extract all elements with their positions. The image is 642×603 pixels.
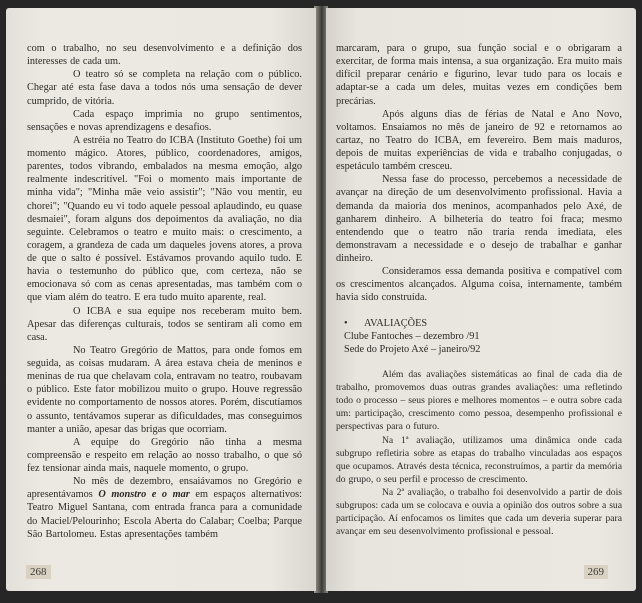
paragraph: O ICBA e sua equipe nos receberam muito bem. Apesar das diferenças culturais, todos se sentiram ali como em casa. — [27, 305, 302, 343]
left-page-text — [27, 42, 302, 541]
paragraph: No Teatro Gregório de Mattos, para onde fomos em seguida, as coisas mudaram. A área estava cheia de meninos e meninas de rua que chelavam cola, entravam no teatro, roubavam o público. Este fator mobilizou muito o grupo. Houve regressão evidente no comportamento de nossos atores. Porém, discutíamos o assunto, tentávamos superar as dificuldades, mas conseguimos manter a união, apesar das brigas que ocorriam. — [27, 344, 302, 435]
evaluation-location: Clube Fantoches – dezembro /91 — [344, 330, 480, 342]
evaluation-location: Sede do Projeto Axé – janeiro/92 — [344, 343, 481, 355]
paragraph-text: No mês de dezembro, ensaiávamos no Gregório e apresentávamos — [27, 476, 302, 501]
paragraph: marcaram, para o grupo, sua função social e o obrigaram a exercitar, de forma mais intensa, a sua organização. Era muito mais difícil preparar cenário e figurino, levar tudo para os locais e adaptar-se a cada um deles, muitas vezes em condições bem precárias. — [336, 43, 622, 107]
right-page — [326, 8, 636, 591]
paragraph: A estréia no Teatro do ICBA (Instituto Goethe) foi um momento mágico. Atores, público, coordenadores, amigos, parentes, todos vibrando, embalados na mesma emoção, algo realmente indescritível. "Foi o momento mais importante de minha vida"; "Minha mãe veio assistir"; "Não vou mentir, eu chorei"; "Quando eu vi todo aquele pessoal aplaudindo, eu quase desmaiei", foram alguns dos depoimentos da avaliação, no dia seguinte. Celebramos o teatro e muito mais: o crescimento, a coragem, a grandeza de cada um daqueles jovens atores, a prova de que o salto é possível. Estávamos provando aquilo tudo. E havia o testemunho do público que, com certeza, não se emocionava só com as cenas apresentadas, mas também com o que viam além do teatro. E era tudo muito aparente, real. — [27, 134, 302, 304]
paragraph: Cada espaço imprimia no grupo sentimentos, sensações e novas aprendizagens e desafios. — [27, 108, 302, 133]
paragraph: A equipe do Gregório não tinha a mesma compreensão e respeito em relação ao nosso trabalho, o que só fez tensionar ainda mais, naquele momento, o grupo. — [27, 436, 302, 474]
paragraph: O teatro só se completa na relação com o público. Chegar até esta fase dava a todos nós uma sensação de dever cumprido, de vitória. — [27, 69, 302, 107]
page-number: 269 — [584, 565, 609, 579]
paragraph: Na 2ª avaliação, o trabalho foi desenvolvido a partir de dois subgrupos: cada um se colocava e ouvia a opinião dos outros sobre a sua participação. Aí enfocamos os limites que cada um deveria superar para avançar em seu desenvolvimento profissional e pessoal. — [336, 487, 622, 538]
right-page-text — [336, 42, 622, 305]
left-page — [6, 8, 316, 591]
bullet-icon: • — [344, 317, 348, 329]
paragraph: Consideramos essa demanda positiva e compatível com os crescimentos alcançados. Alguma coisa, internamente, também havia sido construída. — [336, 266, 622, 304]
paragraph: com o trabalho, no seu desenvolvimento e a definição dos interesses de cada um. — [27, 43, 302, 68]
page-number: 268 — [26, 565, 51, 579]
right-page-text-lower — [336, 368, 622, 539]
paragraph: Nessa fase do processo, percebemos a necessidade de avançar na direção de um desenvolvimento profissional. Havia a demanda da maioria dos meninos, acompanhados pelo Axé, de ganharem dinheiro. A bilheteria do teatro foi fraca; mesmo entendendo que o teatro não traria renda imediata, eles demonstravam a necessidade e o desejo de trabalhar e ganhar dinheiro. — [336, 174, 622, 264]
paragraph: Além das avaliações sistemáticas ao final de cada dia de trabalho, promovemos duas outras grandes avaliações: uma refletindo todo o processo – seus piores e melhores momentos – e outra sobre cada um: participação, crescimento como pessoa, desempenho profissional e perspectivas para o futuro. — [336, 368, 622, 433]
paragraph: Após alguns dias de férias de Natal e Ano Novo, voltamos. Ensaiamos no mês de janeiro de 92 e retornamos ao cartaz, no Teatro do ICBA, em fevereiro. Bem mais maduros, depois de muitas experiências de vida e trabalho conjugadas, o espetáculo também cresceu. — [336, 108, 622, 173]
paragraph — [27, 475, 302, 541]
section-heading-text: AVALIAÇÕES — [364, 317, 428, 329]
paragraph-text: em espaços alternativos: Teatro Miguel Santana, com entrada franca para a comunidade do Maciel/Pelourinho; Escola Aberta do Calabar; Coelba; Parque São Bartolomeu. Estas apresentações também — [27, 489, 302, 540]
paragraph: Na 1ª avaliação, utilizamos uma dinâmica onde cada subgrupo refletiria sobre as etapas do trabalho vinculadas aos espaços que ocupamos. Através desta técnica, reconstruímos, a partir da memória do grupo, o seu perfil e processo de crescimento. — [336, 434, 622, 485]
section-heading — [344, 317, 622, 330]
play-title: O monstro e o mar — [98, 489, 190, 501]
